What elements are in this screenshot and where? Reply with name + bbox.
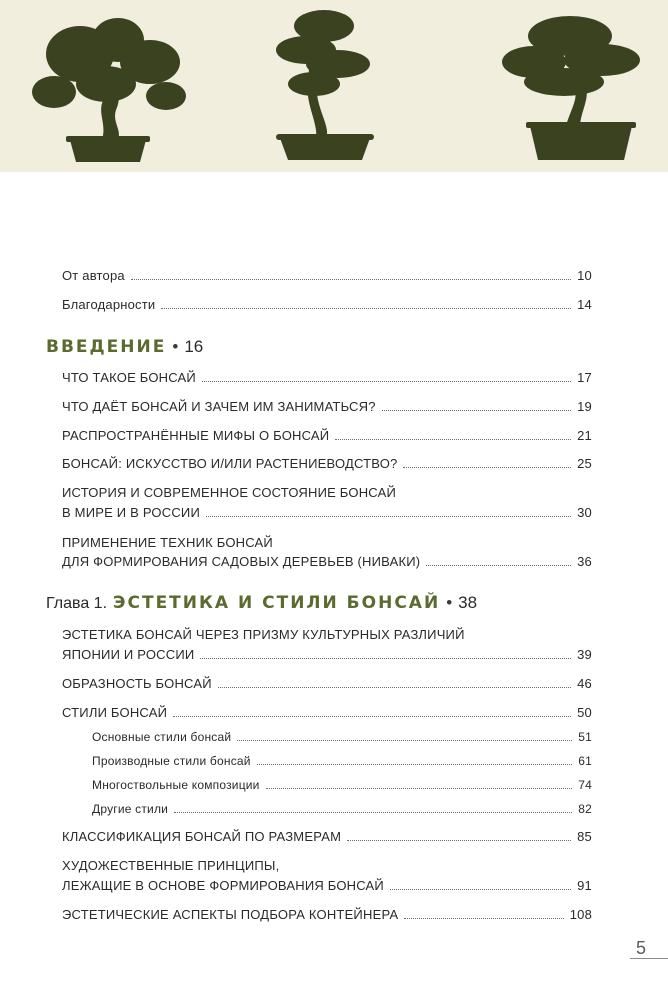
leader-dots <box>237 740 572 741</box>
toc-entry-page: 21 <box>577 428 592 443</box>
toc-subentry[interactable] <box>92 801 592 817</box>
toc-entry[interactable] <box>62 428 592 444</box>
toc-entry-page: 51 <box>578 730 592 744</box>
section-heading-chapter1[interactable] <box>46 593 477 613</box>
toc-entry-line1[interactable]: ПРИМЕНЕНИЕ ТЕХНИК БОНСАЙ <box>62 535 273 550</box>
toc-entry-title: Благодарности <box>62 297 156 312</box>
toc-entry-page: 30 <box>577 505 592 520</box>
toc-entry[interactable] <box>62 456 592 472</box>
leader-dots <box>173 716 571 717</box>
toc-entry-title: СТИЛИ БОНСАЙ <box>62 705 168 720</box>
leader-dots <box>382 410 572 411</box>
bonsai-literati-pine-icon <box>254 0 394 172</box>
toc-entry-title: ЯПОНИИ И РОССИИ <box>62 647 195 662</box>
toc-entry-page: 61 <box>578 754 592 768</box>
page-number: 5 <box>635 938 646 958</box>
toc-entry-line1[interactable]: ИСТОРИЯ И СОВРЕМЕННОЕ СОСТОЯНИЕ БОНСАЙ <box>62 485 396 500</box>
leader-dots <box>202 381 571 382</box>
leader-dots <box>200 658 571 659</box>
toc-entry[interactable] <box>62 554 592 570</box>
toc-entry[interactable] <box>62 399 592 415</box>
leader-dots <box>390 889 571 890</box>
leader-dots <box>218 687 571 688</box>
toc-subentry[interactable] <box>92 729 592 745</box>
leader-dots <box>257 764 573 765</box>
toc-entry-page: 74 <box>578 778 592 792</box>
bonsai-maple-icon <box>18 0 198 172</box>
toc-entry[interactable] <box>62 878 592 894</box>
section-page: 38 <box>458 593 478 612</box>
leader-dots <box>174 812 572 813</box>
toc-entry-title: БОНСАЙ: ИСКУССТВО И/ИЛИ РАСТЕНИЕВОДСТВО? <box>62 456 398 471</box>
toc-entry-title: В МИРЕ И В РОССИИ <box>62 505 201 520</box>
page-number-rule <box>630 958 668 959</box>
leader-dots <box>403 467 571 468</box>
toc-entry[interactable] <box>62 268 592 284</box>
section-title: ЭСТЕТИКА И СТИЛИ БОНСАЙ <box>113 593 441 613</box>
toc-entry-title: Производные стили бонсай <box>92 754 251 768</box>
toc-entry[interactable] <box>62 829 592 845</box>
leader-dots <box>404 918 563 919</box>
toc-entry-page: 108 <box>569 907 592 922</box>
toc-entry[interactable] <box>62 647 592 663</box>
toc-entry-page: 82 <box>578 802 592 816</box>
toc-entry[interactable] <box>62 370 592 386</box>
toc-entry-page: 10 <box>577 268 592 283</box>
leader-dots <box>266 788 573 789</box>
leader-dots <box>131 279 571 280</box>
toc-entry-page: 19 <box>577 399 592 414</box>
toc-entry-page: 85 <box>577 829 592 844</box>
chapter-prefix: Глава 1. <box>46 595 108 612</box>
toc-entry-title: От автора <box>62 268 125 283</box>
section-title: ВВЕДЕНИЕ <box>46 337 167 357</box>
toc-entry-page: 17 <box>577 370 592 385</box>
section-bullet: • <box>172 337 179 356</box>
toc-entry-title: ЭСТЕТИЧЕСКИЕ АСПЕКТЫ ПОДБОРА КОНТЕЙНЕРА <box>62 907 399 922</box>
toc-entry[interactable] <box>62 705 592 721</box>
leader-dots <box>347 840 571 841</box>
toc-entry-title: Многоствольные композиции <box>92 778 260 792</box>
toc-entry-page: 36 <box>577 554 592 569</box>
toc-entry-page: 14 <box>577 297 592 312</box>
toc-entry[interactable] <box>62 505 592 521</box>
toc-subentry[interactable] <box>92 777 592 793</box>
toc-entry-title: ДЛЯ ФОРМИРОВАНИЯ САДОВЫХ ДЕРЕВЬЕВ (НИВАКИ) <box>62 554 421 569</box>
toc-entry-page: 46 <box>577 676 592 691</box>
toc-entry-page: 39 <box>577 647 592 662</box>
toc-entry-title: ЧТО ТАКОЕ БОНСАЙ <box>62 370 196 385</box>
toc-entry[interactable] <box>62 907 592 923</box>
section-page: 16 <box>184 337 204 356</box>
toc-entry-page: 91 <box>577 878 592 893</box>
toc-subentry[interactable] <box>92 753 592 769</box>
toc-entry-title: ОБРАЗНОСТЬ БОНСАЙ <box>62 676 212 691</box>
leader-dots <box>426 565 571 566</box>
toc-entry-title: ЧТО ДАЁТ БОНСАЙ И ЗАЧЕМ ИМ ЗАНИМАТЬСЯ? <box>62 399 376 414</box>
toc-entry-title: Основные стили бонсай <box>92 730 232 744</box>
toc-entry-title: КЛАССИФИКАЦИЯ БОНСАЙ ПО РАЗМЕРАМ <box>62 829 342 844</box>
bonsai-juniper-icon <box>494 0 654 172</box>
leader-dots <box>206 516 571 517</box>
toc-entry-line1[interactable]: ЭСТЕТИКА БОНСАЙ ЧЕРЕЗ ПРИЗМУ КУЛЬТУРНЫХ РАЗЛИЧИЙ <box>62 627 465 642</box>
leader-dots <box>335 439 571 440</box>
header-banner <box>0 0 668 172</box>
toc-entry-page: 50 <box>577 705 592 720</box>
leader-dots <box>161 308 571 309</box>
toc-entry[interactable] <box>62 676 592 692</box>
section-bullet: • <box>446 593 453 612</box>
section-heading-intro[interactable] <box>46 337 203 357</box>
toc-entry-line1[interactable]: ХУДОЖЕСТВЕННЫЕ ПРИНЦИПЫ, <box>62 858 280 873</box>
toc-entry-title: РАСПРОСТРАНЁННЫЕ МИФЫ О БОНСАЙ <box>62 428 330 443</box>
toc-entry-title: Другие стили <box>92 802 169 816</box>
toc-entry-page: 25 <box>577 456 592 471</box>
toc-entry[interactable] <box>62 297 592 313</box>
toc-entry-title: ЛЕЖАЩИЕ В ОСНОВЕ ФОРМИРОВАНИЯ БОНСАЙ <box>62 878 384 893</box>
